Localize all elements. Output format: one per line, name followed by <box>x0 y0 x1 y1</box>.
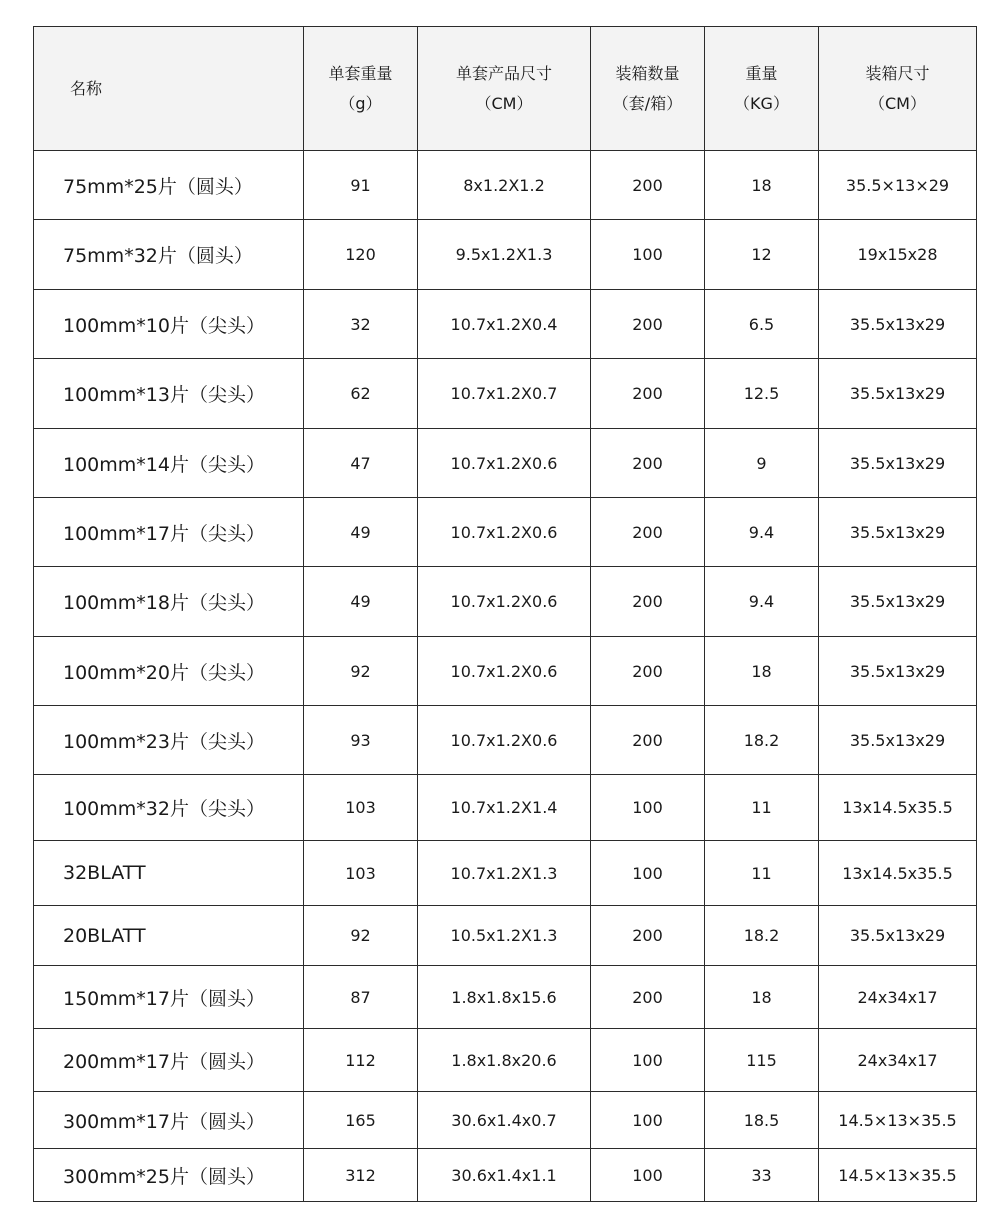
weight-cell: 18 <box>705 637 819 706</box>
carton-size-cell: 24x34x17 <box>819 966 977 1029</box>
carton-qty-cell: 100 <box>591 1149 705 1202</box>
name-cell: 100mm*14片（尖头） <box>34 429 304 498</box>
product-size-cell: 10.7x1.2X1.3 <box>418 841 591 906</box>
weight-cell: 9.4 <box>705 567 819 637</box>
unit-weight-cell: 32 <box>304 290 418 359</box>
carton-size-cell: 35.5x13x29 <box>819 429 977 498</box>
product-size-cell: 1.8x1.8x15.6 <box>418 966 591 1029</box>
name-cell: 100mm*23片（尖头） <box>34 706 304 775</box>
carton-size-cell: 14.5×13×35.5 <box>819 1149 977 1202</box>
table-row <box>34 290 977 359</box>
unit-weight-cell: 49 <box>304 498 418 567</box>
product-size-cell: 30.6x1.4x0.7 <box>418 1092 591 1149</box>
header-name <box>34 27 304 151</box>
weight-cell: 33 <box>705 1149 819 1202</box>
header-unit-weight <box>304 27 418 151</box>
table-row <box>34 151 977 220</box>
table-body <box>34 151 977 1202</box>
carton-qty-cell: 200 <box>591 359 705 429</box>
carton-size-cell: 35.5x13x29 <box>819 637 977 706</box>
weight-cell: 18 <box>705 151 819 220</box>
carton-qty-cell: 100 <box>591 220 705 290</box>
product-size-cell: 30.6x1.4x1.1 <box>418 1149 591 1202</box>
unit-weight-cell: 93 <box>304 706 418 775</box>
weight-cell: 18.5 <box>705 1092 819 1149</box>
product-size-cell: 10.7x1.2X0.6 <box>418 498 591 567</box>
name-cell: 200mm*17片（圆头） <box>34 1029 304 1092</box>
weight-cell: 9 <box>705 429 819 498</box>
header-carton-qty-label: 装箱数量 <box>615 63 680 83</box>
header-weight <box>705 27 819 151</box>
name-cell: 100mm*13片（尖头） <box>34 359 304 429</box>
name-cell: 100mm*17片（尖头） <box>34 498 304 567</box>
carton-size-cell: 35.5x13x29 <box>819 906 977 966</box>
product-size-cell: 10.7x1.2X0.6 <box>418 567 591 637</box>
table-header <box>34 27 977 151</box>
unit-weight-cell: 87 <box>304 966 418 1029</box>
header-carton-size-label: 装箱尺寸 <box>865 63 930 83</box>
unit-weight-cell: 92 <box>304 637 418 706</box>
weight-cell: 11 <box>705 841 819 906</box>
carton-qty-cell: 200 <box>591 429 705 498</box>
carton-qty-cell: 200 <box>591 290 705 359</box>
name-cell: 100mm*10片（尖头） <box>34 290 304 359</box>
unit-weight-cell: 47 <box>304 429 418 498</box>
product-size-cell: 10.7x1.2X0.7 <box>418 359 591 429</box>
unit-weight-cell: 103 <box>304 775 418 841</box>
product-spec-table <box>33 26 977 1202</box>
weight-cell: 12.5 <box>705 359 819 429</box>
carton-size-cell: 24x34x17 <box>819 1029 977 1092</box>
header-product-size <box>418 27 591 151</box>
header-product-size-label: 单套产品尺寸 <box>455 63 552 83</box>
unit-weight-cell: 312 <box>304 1149 418 1202</box>
table-row <box>34 1149 977 1202</box>
product-size-cell: 8x1.2X1.2 <box>418 151 591 220</box>
header-unit-weight-label: 单套重量 <box>328 63 393 83</box>
weight-cell: 12 <box>705 220 819 290</box>
header-name-label: 名称 <box>70 78 103 98</box>
table-row <box>34 567 977 637</box>
carton-size-cell: 35.5×13×29 <box>819 151 977 220</box>
unit-weight-cell: 165 <box>304 1092 418 1149</box>
product-size-cell: 1.8x1.8x20.6 <box>418 1029 591 1092</box>
table-row <box>34 498 977 567</box>
unit-weight-cell: 91 <box>304 151 418 220</box>
name-cell: 75mm*32片（圆头） <box>34 220 304 290</box>
unit-weight-cell: 103 <box>304 841 418 906</box>
product-size-cell: 10.5x1.2X1.3 <box>418 906 591 966</box>
carton-size-cell: 35.5x13x29 <box>819 359 977 429</box>
table-row <box>34 841 977 906</box>
name-cell: 300mm*17片（圆头） <box>34 1092 304 1149</box>
carton-size-cell: 14.5×13×35.5 <box>819 1092 977 1149</box>
header-weight-unit: （KG） <box>734 93 789 113</box>
carton-qty-cell: 200 <box>591 966 705 1029</box>
carton-qty-cell: 200 <box>591 906 705 966</box>
header-carton-qty <box>591 27 705 151</box>
header-carton-qty-unit: （套/箱） <box>612 93 683 113</box>
unit-weight-cell: 112 <box>304 1029 418 1092</box>
header-row <box>34 27 977 151</box>
weight-cell: 6.5 <box>705 290 819 359</box>
carton-qty-cell: 200 <box>591 637 705 706</box>
unit-weight-cell: 62 <box>304 359 418 429</box>
carton-qty-cell: 100 <box>591 1029 705 1092</box>
table-row <box>34 775 977 841</box>
table-row <box>34 906 977 966</box>
product-size-cell: 10.7x1.2X1.4 <box>418 775 591 841</box>
table-row <box>34 637 977 706</box>
weight-cell: 18.2 <box>705 706 819 775</box>
name-cell: 20BLATT <box>34 906 304 966</box>
carton-qty-cell: 100 <box>591 841 705 906</box>
header-unit-weight-unit: （g） <box>339 93 382 113</box>
weight-cell: 9.4 <box>705 498 819 567</box>
weight-cell: 11 <box>705 775 819 841</box>
carton-size-cell: 13x14.5x35.5 <box>819 775 977 841</box>
carton-qty-cell: 100 <box>591 775 705 841</box>
product-size-cell: 10.7x1.2X0.4 <box>418 290 591 359</box>
name-cell: 100mm*20片（尖头） <box>34 637 304 706</box>
carton-size-cell: 13x14.5x35.5 <box>819 841 977 906</box>
name-cell: 32BLATT <box>34 841 304 906</box>
carton-qty-cell: 200 <box>591 151 705 220</box>
product-size-cell: 10.7x1.2X0.6 <box>418 637 591 706</box>
table-row <box>34 1029 977 1092</box>
name-cell: 300mm*25片（圆头） <box>34 1149 304 1202</box>
carton-qty-cell: 200 <box>591 706 705 775</box>
header-carton-size <box>819 27 977 151</box>
carton-size-cell: 19x15x28 <box>819 220 977 290</box>
product-size-cell: 10.7x1.2X0.6 <box>418 706 591 775</box>
name-cell: 100mm*18片（尖头） <box>34 567 304 637</box>
name-cell: 75mm*25片（圆头） <box>34 151 304 220</box>
weight-cell: 115 <box>705 1029 819 1092</box>
unit-weight-cell: 120 <box>304 220 418 290</box>
table-row <box>34 966 977 1029</box>
product-size-cell: 9.5x1.2X1.3 <box>418 220 591 290</box>
carton-qty-cell: 200 <box>591 567 705 637</box>
table-row <box>34 1092 977 1149</box>
unit-weight-cell: 92 <box>304 906 418 966</box>
carton-size-cell: 35.5x13x29 <box>819 498 977 567</box>
weight-cell: 18.2 <box>705 906 819 966</box>
carton-size-cell: 35.5x13x29 <box>819 567 977 637</box>
header-weight-label: 重量 <box>745 63 778 83</box>
carton-qty-cell: 200 <box>591 498 705 567</box>
table-row <box>34 359 977 429</box>
table-row <box>34 429 977 498</box>
carton-size-cell: 35.5x13x29 <box>819 706 977 775</box>
header-carton-size-unit: （CM） <box>869 93 926 113</box>
name-cell: 100mm*32片（尖头） <box>34 775 304 841</box>
table-row <box>34 706 977 775</box>
carton-qty-cell: 100 <box>591 1092 705 1149</box>
product-size-cell: 10.7x1.2X0.6 <box>418 429 591 498</box>
name-cell: 150mm*17片（圆头） <box>34 966 304 1029</box>
table-row <box>34 220 977 290</box>
weight-cell: 18 <box>705 966 819 1029</box>
header-product-size-unit: （CM） <box>475 93 533 113</box>
carton-size-cell: 35.5x13x29 <box>819 290 977 359</box>
unit-weight-cell: 49 <box>304 567 418 637</box>
